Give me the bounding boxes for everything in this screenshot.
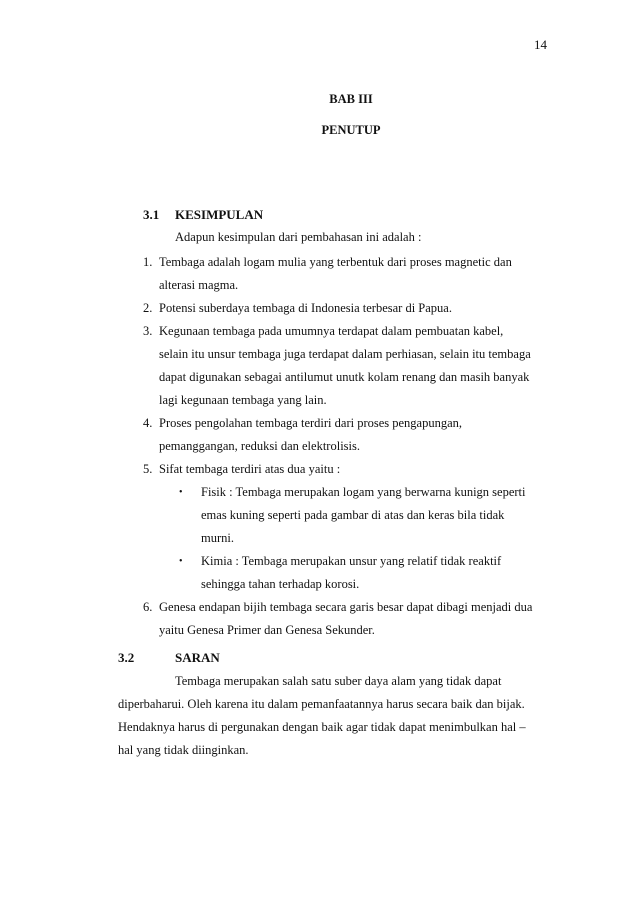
chapter-title: PENUTUP	[321, 123, 381, 137]
paragraph-line: Tembaga merupakan salah satu suber daya alam yang tidak dapat	[175, 674, 502, 688]
bullet-line: murni.	[201, 531, 234, 545]
list-item-line: Tembaga adalah logam mulia yang terbentuk dari proses magnetic dan	[159, 255, 512, 269]
list-item-line: dapat digunakan sebagai antilumut unutk kolam renang dan masih banyak	[159, 370, 530, 384]
list-item-number: 4.	[143, 416, 153, 430]
list-item-number: 1.	[143, 255, 153, 269]
section2-title: SARAN	[175, 650, 220, 665]
section1-title: KESIMPULAN	[175, 207, 264, 222]
list-item-line: Kegunaan tembaga pada umumnya terdapat dalam pembuatan kabel,	[159, 324, 504, 338]
paragraph-line: diperbaharui. Oleh karena itu dalam pemanfaatannya harus secara baik dan bijak.	[118, 697, 525, 711]
list-item-line: Genesa endapan bijih tembaga secara garis besar dapat dibagi menjadi dua	[159, 600, 533, 614]
bullet-line: Kimia : Tembaga merupakan unsur yang relatif tidak reaktif	[201, 554, 502, 568]
list-item-line: Potensi suberdaya tembaga di Indonesia terbesar di Papua.	[159, 301, 452, 315]
paragraph-line: hal yang tidak diinginkan.	[118, 743, 249, 757]
list-item-line: pemanggangan, reduksi dan elektrolisis.	[159, 439, 360, 453]
chapter-label: BAB III	[329, 92, 373, 106]
list-item-line: lagi kegunaan tembaga yang lain.	[159, 393, 327, 407]
list-item-line: yaitu Genesa Primer dan Genesa Sekunder.	[159, 623, 375, 637]
section1-intro: Adapun kesimpulan dari pembahasan ini adalah :	[175, 230, 422, 244]
bullet-line: Fisik : Tembaga merupakan logam yang berwarna kunign seperti	[201, 485, 526, 499]
page-number: 14	[534, 37, 547, 52]
list-item-line: alterasi magma.	[159, 278, 239, 292]
bullet-icon: •	[179, 487, 183, 498]
list-item-line: Sifat tembaga terdiri atas dua yaitu :	[159, 462, 341, 476]
bullet-icon: •	[179, 556, 183, 567]
list-item-line: Proses pengolahan tembaga terdiri dari proses pengapungan,	[159, 416, 463, 430]
list-item-number: 5.	[143, 462, 153, 476]
bullet-line: sehingga tahan terhadap korosi.	[201, 577, 360, 591]
section1-number: 3.1	[143, 207, 160, 222]
bullet-line: emas kuning seperti pada gambar di atas dan keras bila tidak	[201, 508, 505, 522]
list-item-line: selain itu unsur tembaga juga terdapat dalam perhiasan, selain itu tembaga	[159, 347, 531, 361]
list-item-number: 3.	[143, 324, 153, 338]
list-item-number: 6.	[143, 600, 153, 614]
list-item-number: 2.	[143, 301, 153, 315]
section2-number: 3.2	[118, 650, 135, 665]
paragraph-line: Hendaknya harus di pergunakan dengan baik agar tidak dapat menimbulkan hal –	[118, 720, 526, 734]
